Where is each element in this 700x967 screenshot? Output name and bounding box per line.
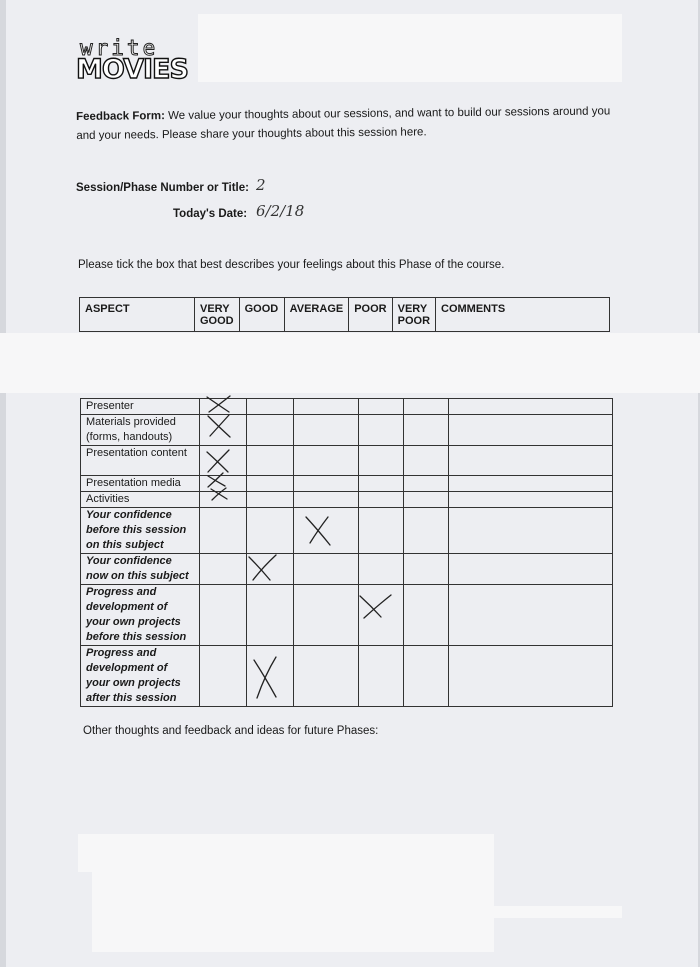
table-row: [81, 476, 613, 492]
rating-table-header: [79, 297, 610, 332]
logo-line2: MOVIES: [76, 54, 188, 85]
cell-very-poor: [404, 399, 449, 415]
header-comments: COMMENTS: [436, 298, 610, 332]
header-very-poor: VERY POOR: [392, 298, 435, 332]
aspect-cell: Presentation content: [81, 446, 200, 476]
header-aspect: ASPECT: [80, 298, 195, 332]
cell-good: [247, 399, 294, 415]
table-row: [81, 508, 613, 554]
header-very-good: VERY GOOD: [195, 298, 240, 332]
date-label: Today's Date:: [173, 208, 248, 220]
intro-bold: Feedback Form:: [76, 110, 165, 123]
date-value: 6/2/18: [256, 202, 305, 220]
aspect-cell: Presenter: [81, 399, 200, 415]
aspect-cell: Your confidence now on this subject: [81, 554, 200, 585]
header-good: GOOD: [239, 298, 284, 332]
aspect-cell: Materials provided (forms, handouts): [81, 415, 200, 446]
intro-text: We value your thoughts about our sessions, and want to build our sessions around you and your needs. Please share your thoughts about this session here.: [76, 105, 611, 142]
aspect-cell: Progress and development of your own projects after this session: [81, 646, 200, 707]
table-row: [81, 415, 613, 446]
table-row: [81, 554, 613, 585]
cell-average: [294, 399, 359, 415]
cell-comments: [449, 399, 613, 415]
logo-line1: write: [80, 36, 159, 60]
redacted-header-area: [198, 14, 622, 82]
redacted-table-section: [0, 333, 700, 393]
table-row: [81, 399, 613, 415]
other-thoughts-label: Other thoughts and feedback and ideas for future Phases:: [83, 725, 379, 737]
table-row: [81, 585, 613, 646]
header-poor: POOR: [349, 298, 392, 332]
aspect-cell: Activities: [81, 492, 200, 508]
session-value: 2: [256, 176, 266, 194]
header-average: AVERAGE: [284, 298, 349, 332]
aspect-cell: Presentation media: [81, 476, 200, 492]
table-row: [81, 446, 613, 476]
write-movies-logo: [76, 36, 186, 90]
instruction-text: Please tick the box that best describes your feelings about this Phase of the course.: [78, 259, 505, 271]
cell-very-good: [200, 399, 247, 415]
session-label: Session/Phase Number or Title:: [76, 182, 249, 194]
aspect-cell: Your confidence before this session on this subject: [81, 508, 200, 554]
table-row: [81, 492, 613, 508]
aspect-cell: Progress and development of your own projects before this session: [81, 585, 200, 646]
rating-table: [80, 398, 613, 707]
redacted-signature-area: [92, 866, 494, 952]
table-row: [81, 646, 613, 707]
intro-paragraph: [76, 102, 616, 146]
cell-poor: [359, 399, 404, 415]
redacted-footer-strip: [494, 906, 622, 918]
